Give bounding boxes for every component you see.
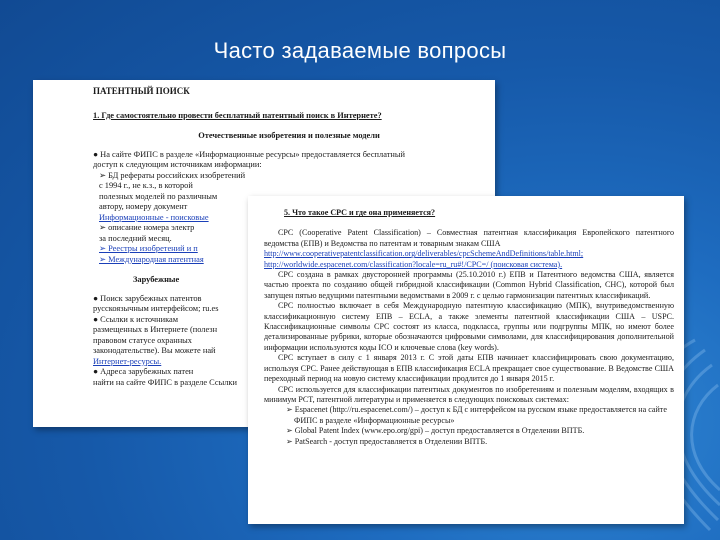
doc-line: ● Ссылки к источникам	[93, 314, 179, 324]
doc-line: найти на сайте ФИПС в разделе Ссылки	[93, 377, 237, 387]
doc-line: автору, номеру документ	[99, 202, 188, 211]
cpc-bullet: ➢ Espacenet (http://ru.espacenet.com/) – доступ к БД с интерфейсом на русском языке предоставляется на сайте ФИПС в разделе «Информационные ресурсы»	[286, 405, 667, 425]
cpc-link[interactable]: http://worldwide.espacenet.com/classification?locale=ru_ru#!/CPC=/ (поисковая система).	[264, 259, 563, 269]
doc-line: ➢ БД рефераты российских изобретений	[99, 170, 246, 180]
slide-title: Часто задаваемые вопросы	[213, 38, 507, 63]
doc-line: ➢ описание номера электр	[99, 223, 195, 232]
section-heading-domestic: Отечественные изобретения и полезные модели	[198, 131, 380, 140]
doc-line: законодательстве). Вы можете най	[93, 346, 216, 355]
cpc-bullet: ➢ PatSearch - доступ предоставляется в Отделении ВПТБ.	[286, 436, 488, 446]
doc-line: размещенных в Интернете (полезн	[93, 325, 218, 334]
section-heading-foreign: Зарубежные	[133, 275, 180, 284]
doc-line: с 1994 г., не к.з., в которой	[99, 181, 193, 190]
doc-line: за последний месяц.	[99, 233, 172, 243]
doc-line: правовом статусе охранных	[93, 335, 192, 345]
doc-line: ● На сайте ФИПС в разделе «Информационные ресурсы» предоставляется бесплатный	[93, 149, 405, 159]
doc-line: полезных моделей по различным	[99, 191, 218, 201]
doc-link[interactable]: Интернет-ресурсы.	[93, 356, 162, 366]
doc-link[interactable]: ➢ Международная патентная	[99, 254, 204, 264]
cpc-bullet: ➢ Global Patent Index (www.epo.org/gpi) – доступ предоставляется в Отделении ВПТБ.	[286, 426, 585, 436]
doc-line: доступ к следующим источникам информации:	[93, 160, 262, 169]
doc-line: русскоязычным интерфейсом; ru.es	[93, 304, 219, 313]
doc-link[interactable]: ➢ Реестры изобретений и п	[99, 244, 198, 253]
doc-question-1: 1. Где самостоятельно провести бесплатный патентный поиск в Интернете?	[93, 110, 382, 120]
cpc-paragraph: CPC полностью включает в себя Международную патентную классификацию (МПК), внутриведомственную классификационную систему ЕПВ – ECLA, а также элементы патентной классификации США – USPC. Классификационные символы CPC состоят из класса, подкласса, группы или подгруппы МПК, но имеют более детализированные рубрики, которые обозначаются цифровыми символами, для классифицирования дополнительной информации используются коды ICO и ключевые слова (key words).	[264, 301, 674, 352]
doc-line: ● Поиск зарубежных патентов	[93, 293, 202, 303]
cpc-link[interactable]: http://www.cooperativepatentclassification.org/deliverables/cpcSchemeAndDefinitions/table.html;	[264, 249, 584, 259]
document-cpc	[248, 196, 684, 524]
cpc-paragraph: CPC (Cooperative Patent Classification) – Совместная патентная классификация Европейского патентного ведомства (ЕПВ) и Ведомства по патентам и товарным знакам США	[264, 228, 674, 248]
doc-heading: ПАТЕНТНЫЙ ПОИСК	[93, 86, 190, 96]
cpc-paragraph: CPC используется для классификации патентных документов по изобретениям и полезным моделям, входящих в минимум PCT, патентной литературы и применяется в следующих поисковых системах:	[264, 384, 674, 404]
cpc-paragraph: CPC создана в рамках двусторонней программы (25.10.2010 г.) ЕПВ и Патентного ведомства США, является частью проекта по созданию общей гибридной классификации (Common Hybrid Classification, CHC), которой был запущен пятью ведущими патентными ведомствами в 2009 г. с целью гармонизации патентных классификаций.	[264, 270, 674, 300]
doc-link[interactable]: Информационные - поисковые	[99, 212, 209, 222]
cpc-paragraph: CPC вступает в силу с 1 января 2013 г. С этой даты ЕПВ начинает классифицировать свою документацию, используя CPC. Ранее действующая в ЕПВ классификация ECLA прекращает свое существование. В Ведомстве США переходный период на новую систему классификации продлится до 1 января 2015 г.	[264, 353, 674, 384]
doc-line: ● Адреса зарубежных патен	[93, 367, 194, 376]
doc-question-5: 5. Что такое CPC и где она применяется?	[284, 208, 436, 217]
